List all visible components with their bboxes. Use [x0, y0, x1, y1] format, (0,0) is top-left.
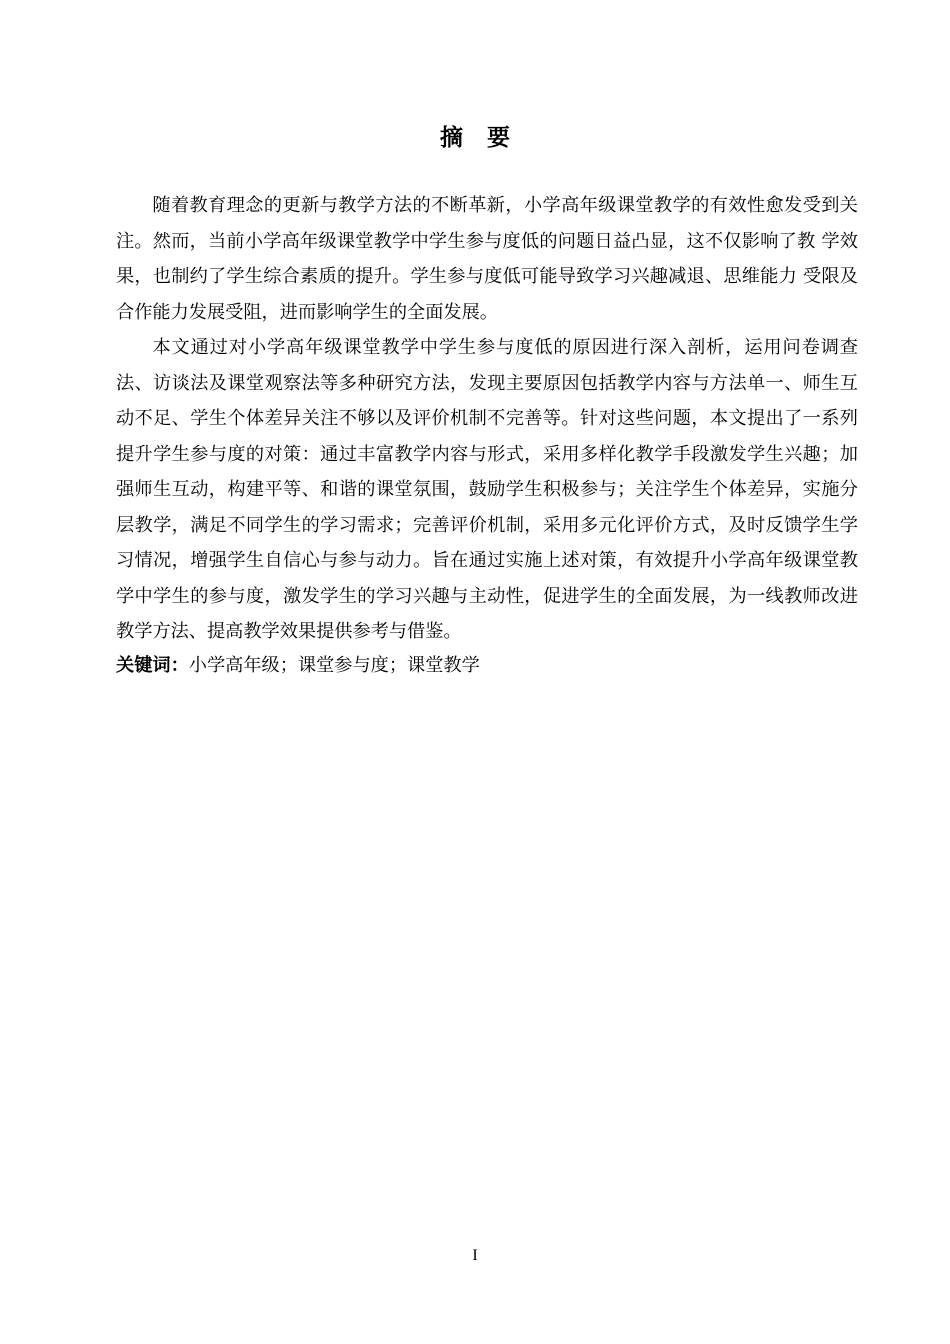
page-title: 摘要: [440, 125, 534, 151]
keywords-list: 小学高年级；课堂参与度；课堂教学: [188, 655, 480, 676]
keywords-label: 关键词：: [116, 655, 189, 676]
abstract-body: [116, 188, 858, 650]
keywords-line: [116, 650, 858, 682]
abstract-paragraph-1: 随着教育理念的更新与教学方法的不断革新，小学高年级课堂教学的有效性愈发受到关注。然而，当前小学高年级课堂教学中学生参与度低的问题日益凸显，这不仅影响了教 学效果，也制约了学生综合素质的提升。学生参与度低可能导致学习兴趣减退、思维能力 受限及合作能力发展受阻，进而影响学生的全面发展。: [116, 195, 858, 323]
abstract-paragraph-2: 本文通过对小学高年级课堂教学中学生参与度低的原因进行深入剖析，运用问卷调查法、访谈法及课堂观察法等多种研究方法，发现主要原因包括教学内容与方法单一、师生互动不足、学生个体差异关注不够以及评价机制不完善等。针对这些问题，本文提出了一系列提升学生参与度的对策：通过丰富教学内容与形式，采用多样化教学手段激发学生兴趣；加强师生互动，构建平等、和谐的课堂氛围，鼓励学生积极参与；关注学生个体差异，实施分层教学，满足不同学生的学习需求；完善评价机制，采用多元化评价方式，及时反馈学生学习情况，增强学生自信心与参与动力。旨在通过实施上述对策，有效提升小学高年级课堂教学中学生的参与度，激发学生的学习兴趣与主动性，促进学生的全面发展，为一线教师改进教学方法、提高教学效果提供参考与借鉴。: [116, 337, 858, 642]
page-number: I: [472, 1247, 478, 1264]
